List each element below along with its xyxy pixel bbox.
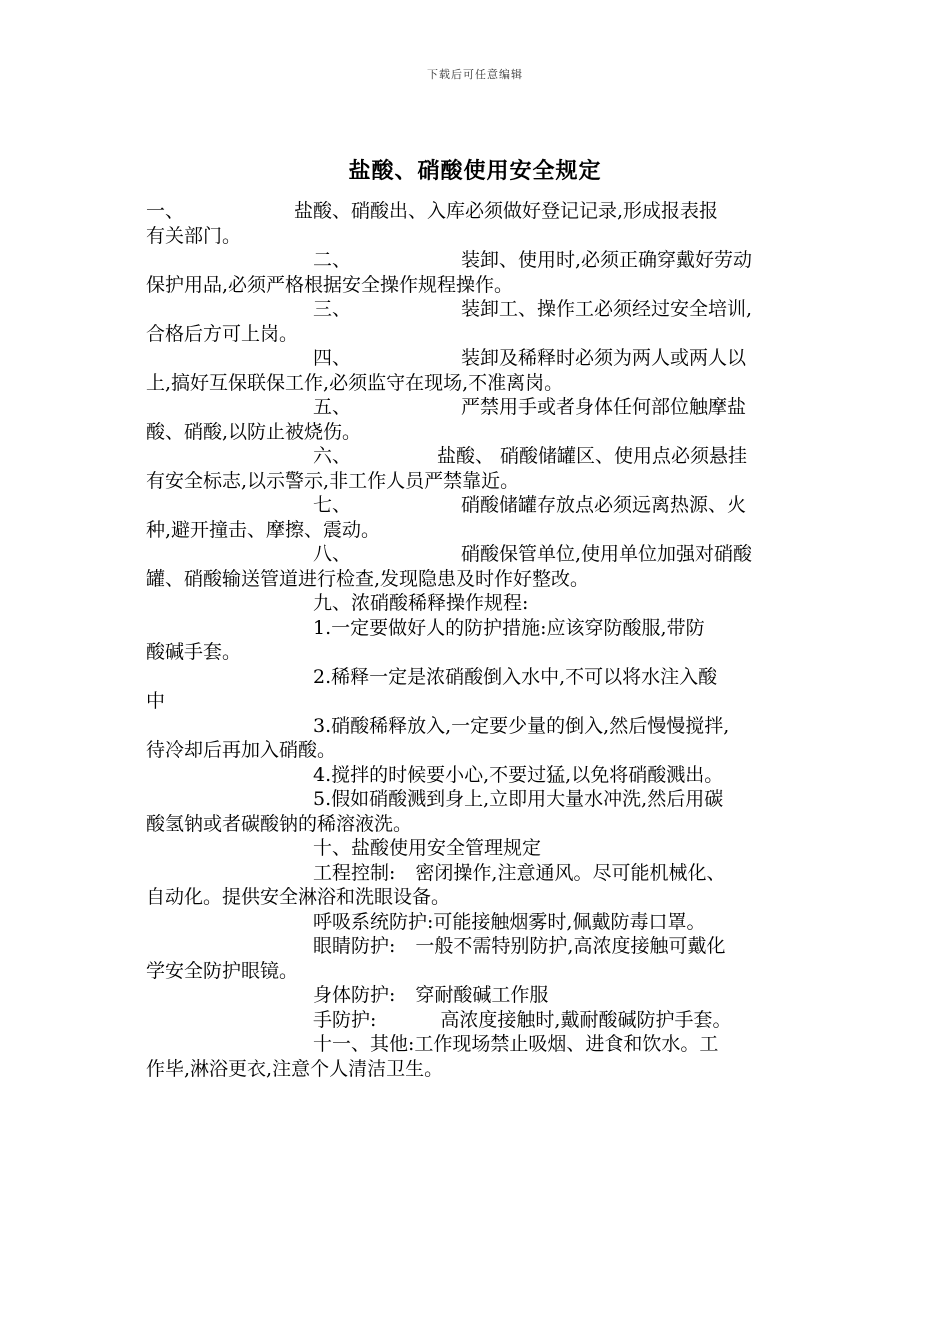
line-label: 四、 xyxy=(313,347,352,369)
document-body xyxy=(146,199,808,1081)
line-text: 学安全防护眼镜。 xyxy=(146,959,299,982)
document-line xyxy=(146,248,808,273)
document-line xyxy=(146,1008,808,1033)
line-text: 装卸、使用时,必须正确穿戴好劳动 xyxy=(461,249,753,271)
line-text: 待冷却后再加入硝酸。 xyxy=(146,739,337,761)
line-text: 密闭操作,注意通风。尽可能机械化、 xyxy=(415,861,726,884)
line-text: 高浓度接触时,戴耐酸碱防护手套。 xyxy=(440,1008,732,1031)
document-line xyxy=(146,763,808,788)
line-text: 5.假如硝酸溅到身上,立即用大量水冲洗,然后用碳 xyxy=(313,788,724,810)
document-line xyxy=(146,910,808,935)
line-text: 九、浓硝酸稀释操作规程: xyxy=(313,592,529,614)
line-text: 合格后方可上岗。 xyxy=(146,322,299,345)
line-text: 严禁用手或者身体任何部位触摩盐 xyxy=(461,396,747,418)
line-text: 上,搞好互保联保工作,必须监守在现场,不准离岗。 xyxy=(146,371,564,394)
document-line xyxy=(146,885,808,910)
document-line xyxy=(146,297,808,322)
line-text: 4.搅拌的时候要小心,不要过猛,以免将硝酸溅出。 xyxy=(313,763,724,786)
document-line xyxy=(146,738,808,763)
line-text: 装卸工、操作工必须经过安全培训, xyxy=(461,298,753,320)
line-label: 一、 xyxy=(146,200,185,222)
document-title: 盐酸、硝酸使用安全规定 xyxy=(348,158,602,184)
line-text: 十一、其他:工作现场禁止吸烟、进食和饮水。工 xyxy=(313,1033,719,1055)
line-text: 罐、硝酸输送管道进行检查,发现隐患及时作好整改。 xyxy=(146,567,590,590)
line-text: 盐酸、硝酸出、入库必须做好登记记录,形成报表报 xyxy=(294,200,719,222)
line-label: 二、 xyxy=(313,249,352,271)
document-line xyxy=(146,322,808,347)
document-line xyxy=(146,224,808,249)
line-text: 酸氢钠或者碳酸钠的稀溶液洗。 xyxy=(146,812,413,835)
document-line xyxy=(146,542,808,567)
line-text: 1.一定要做好人的防护措施:应该穿防酸服,带防 xyxy=(313,616,705,639)
line-text: 呼吸系统防护:可能接触烟雾时,佩戴防毒口罩。 xyxy=(313,910,706,933)
document-line xyxy=(146,836,808,861)
line-label: 八、 xyxy=(313,543,352,565)
line-label: 身体防护: xyxy=(313,984,396,1006)
line-label: 七、 xyxy=(313,494,352,516)
line-text: 盐酸、 硝酸储罐区、使用点必须悬挂 xyxy=(437,445,748,467)
line-text: 酸碱手套。 xyxy=(146,641,242,663)
document-line xyxy=(146,665,808,690)
document-line xyxy=(146,812,808,837)
line-label: 工程控制: xyxy=(313,861,396,884)
document-line xyxy=(146,420,808,445)
line-text: 种,避开撞击、摩擦、震动。 xyxy=(146,518,381,541)
document-line xyxy=(146,444,808,469)
document-line xyxy=(146,983,808,1008)
document-line xyxy=(146,493,808,518)
line-text: 作毕,淋浴更衣,注意个人清洁卫生。 xyxy=(146,1057,444,1080)
line-label: 眼睛防护: xyxy=(313,935,396,957)
line-label: 手防护: xyxy=(313,1008,377,1031)
document-line xyxy=(146,934,808,959)
document-line xyxy=(146,371,808,396)
document-line xyxy=(146,959,808,984)
document-line xyxy=(146,689,808,714)
line-text: 十、盐酸使用安全管理规定 xyxy=(313,837,542,859)
line-text: 保护用品,必须严格根据安全操作规程操作。 xyxy=(146,273,514,296)
line-text: 有安全标志,以示警示,非工作人员严禁靠近。 xyxy=(146,469,520,492)
page-header: 下载后可任意编辑 xyxy=(427,68,523,81)
document-line xyxy=(146,616,808,641)
document-line xyxy=(146,395,808,420)
line-text: 2.稀释一定是浓硝酸倒入水中,不可以将水注入酸 xyxy=(313,665,718,688)
document-line xyxy=(146,273,808,298)
document-line xyxy=(146,469,808,494)
document-line xyxy=(146,1032,808,1057)
document-line xyxy=(146,591,808,616)
document-line xyxy=(146,199,808,224)
line-text: 酸、硝酸,以防止被烧伤。 xyxy=(146,420,362,443)
line-text: 有关部门。 xyxy=(146,224,242,247)
line-text: 中 xyxy=(146,690,166,712)
document-line xyxy=(146,640,808,665)
document-line xyxy=(146,787,808,812)
document-line xyxy=(146,346,808,371)
document-line xyxy=(146,714,808,739)
document-line xyxy=(146,567,808,592)
line-text: 穿耐酸碱工作服 xyxy=(415,984,549,1006)
line-label: 五、 xyxy=(313,396,352,418)
line-text: 装卸及稀释时必须为两人或两人以 xyxy=(461,347,747,369)
document-line xyxy=(146,1057,808,1082)
line-text: 硝酸保管单位,使用单位加强对硝酸 xyxy=(461,543,753,565)
line-text: 一般不需特别防护,高浓度接触可戴化 xyxy=(415,935,726,957)
line-text: 硝酸储罐存放点必须远离热源、火 xyxy=(461,494,747,516)
document-line xyxy=(146,518,808,543)
document-line xyxy=(146,861,808,886)
line-text: 3.硝酸稀释放入,一定要少量的倒入,然后慢慢搅拌, xyxy=(313,714,730,737)
line-text: 自动化。提供安全淋浴和洗眼设备。 xyxy=(146,886,451,908)
line-label: 六、 xyxy=(313,445,352,467)
line-label: 三、 xyxy=(313,298,352,320)
